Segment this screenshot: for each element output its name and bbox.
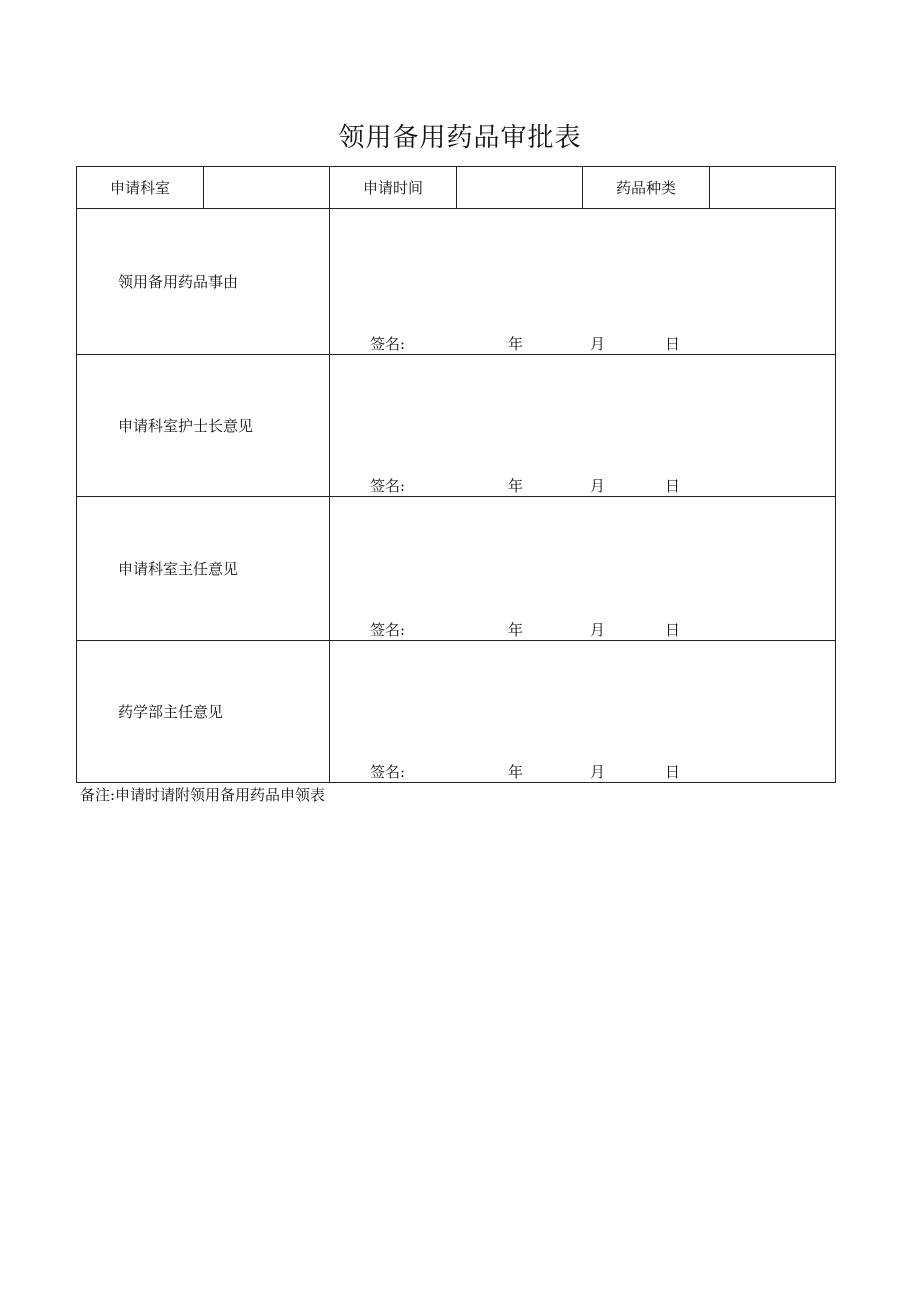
section-head-nurse (77, 355, 835, 497)
day-label: 日 (665, 763, 681, 781)
approval-form-table (76, 166, 836, 783)
form-title: 领用备用药品审批表 (338, 123, 582, 153)
year-label: 年 (508, 477, 524, 495)
day-label: 日 (665, 335, 681, 353)
section-label: 领用备用药品事由 (77, 209, 330, 354)
section-content-area[interactable] (330, 209, 835, 354)
signature-label: 签名: (370, 477, 406, 495)
time-label: 申请时间 (330, 167, 457, 208)
signature-line (330, 334, 835, 354)
signature-line (330, 476, 835, 496)
section-label: 申请科室护士长意见 (77, 355, 330, 496)
time-value-field[interactable] (457, 167, 583, 208)
header-row (77, 167, 835, 209)
year-label: 年 (508, 335, 524, 353)
form-note: 备注:申请时请附领用备用药品申领表 (80, 786, 326, 804)
day-label: 日 (665, 477, 681, 495)
type-label: 药品种类 (583, 167, 710, 208)
signature-line (330, 762, 835, 782)
section-content-area[interactable] (330, 355, 835, 496)
section-content-area[interactable] (330, 497, 835, 640)
signature-label: 签名: (370, 621, 406, 639)
section-label: 申请科室主任意见 (77, 497, 330, 640)
day-label: 日 (665, 621, 681, 639)
type-value-field[interactable] (710, 167, 835, 208)
section-label: 药学部主任意见 (77, 641, 330, 782)
section-pharmacy-director (77, 641, 835, 782)
dept-label: 申请科室 (77, 167, 204, 208)
signature-label: 签名: (370, 335, 406, 353)
dept-value-field[interactable] (204, 167, 330, 208)
section-dept-director (77, 497, 835, 641)
month-label: 月 (590, 477, 606, 495)
month-label: 月 (590, 763, 606, 781)
signature-line (330, 620, 835, 640)
signature-label: 签名: (370, 763, 406, 781)
year-label: 年 (508, 621, 524, 639)
section-content-area[interactable] (330, 641, 835, 782)
month-label: 月 (590, 621, 606, 639)
year-label: 年 (508, 763, 524, 781)
section-reason (77, 209, 835, 355)
month-label: 月 (590, 335, 606, 353)
